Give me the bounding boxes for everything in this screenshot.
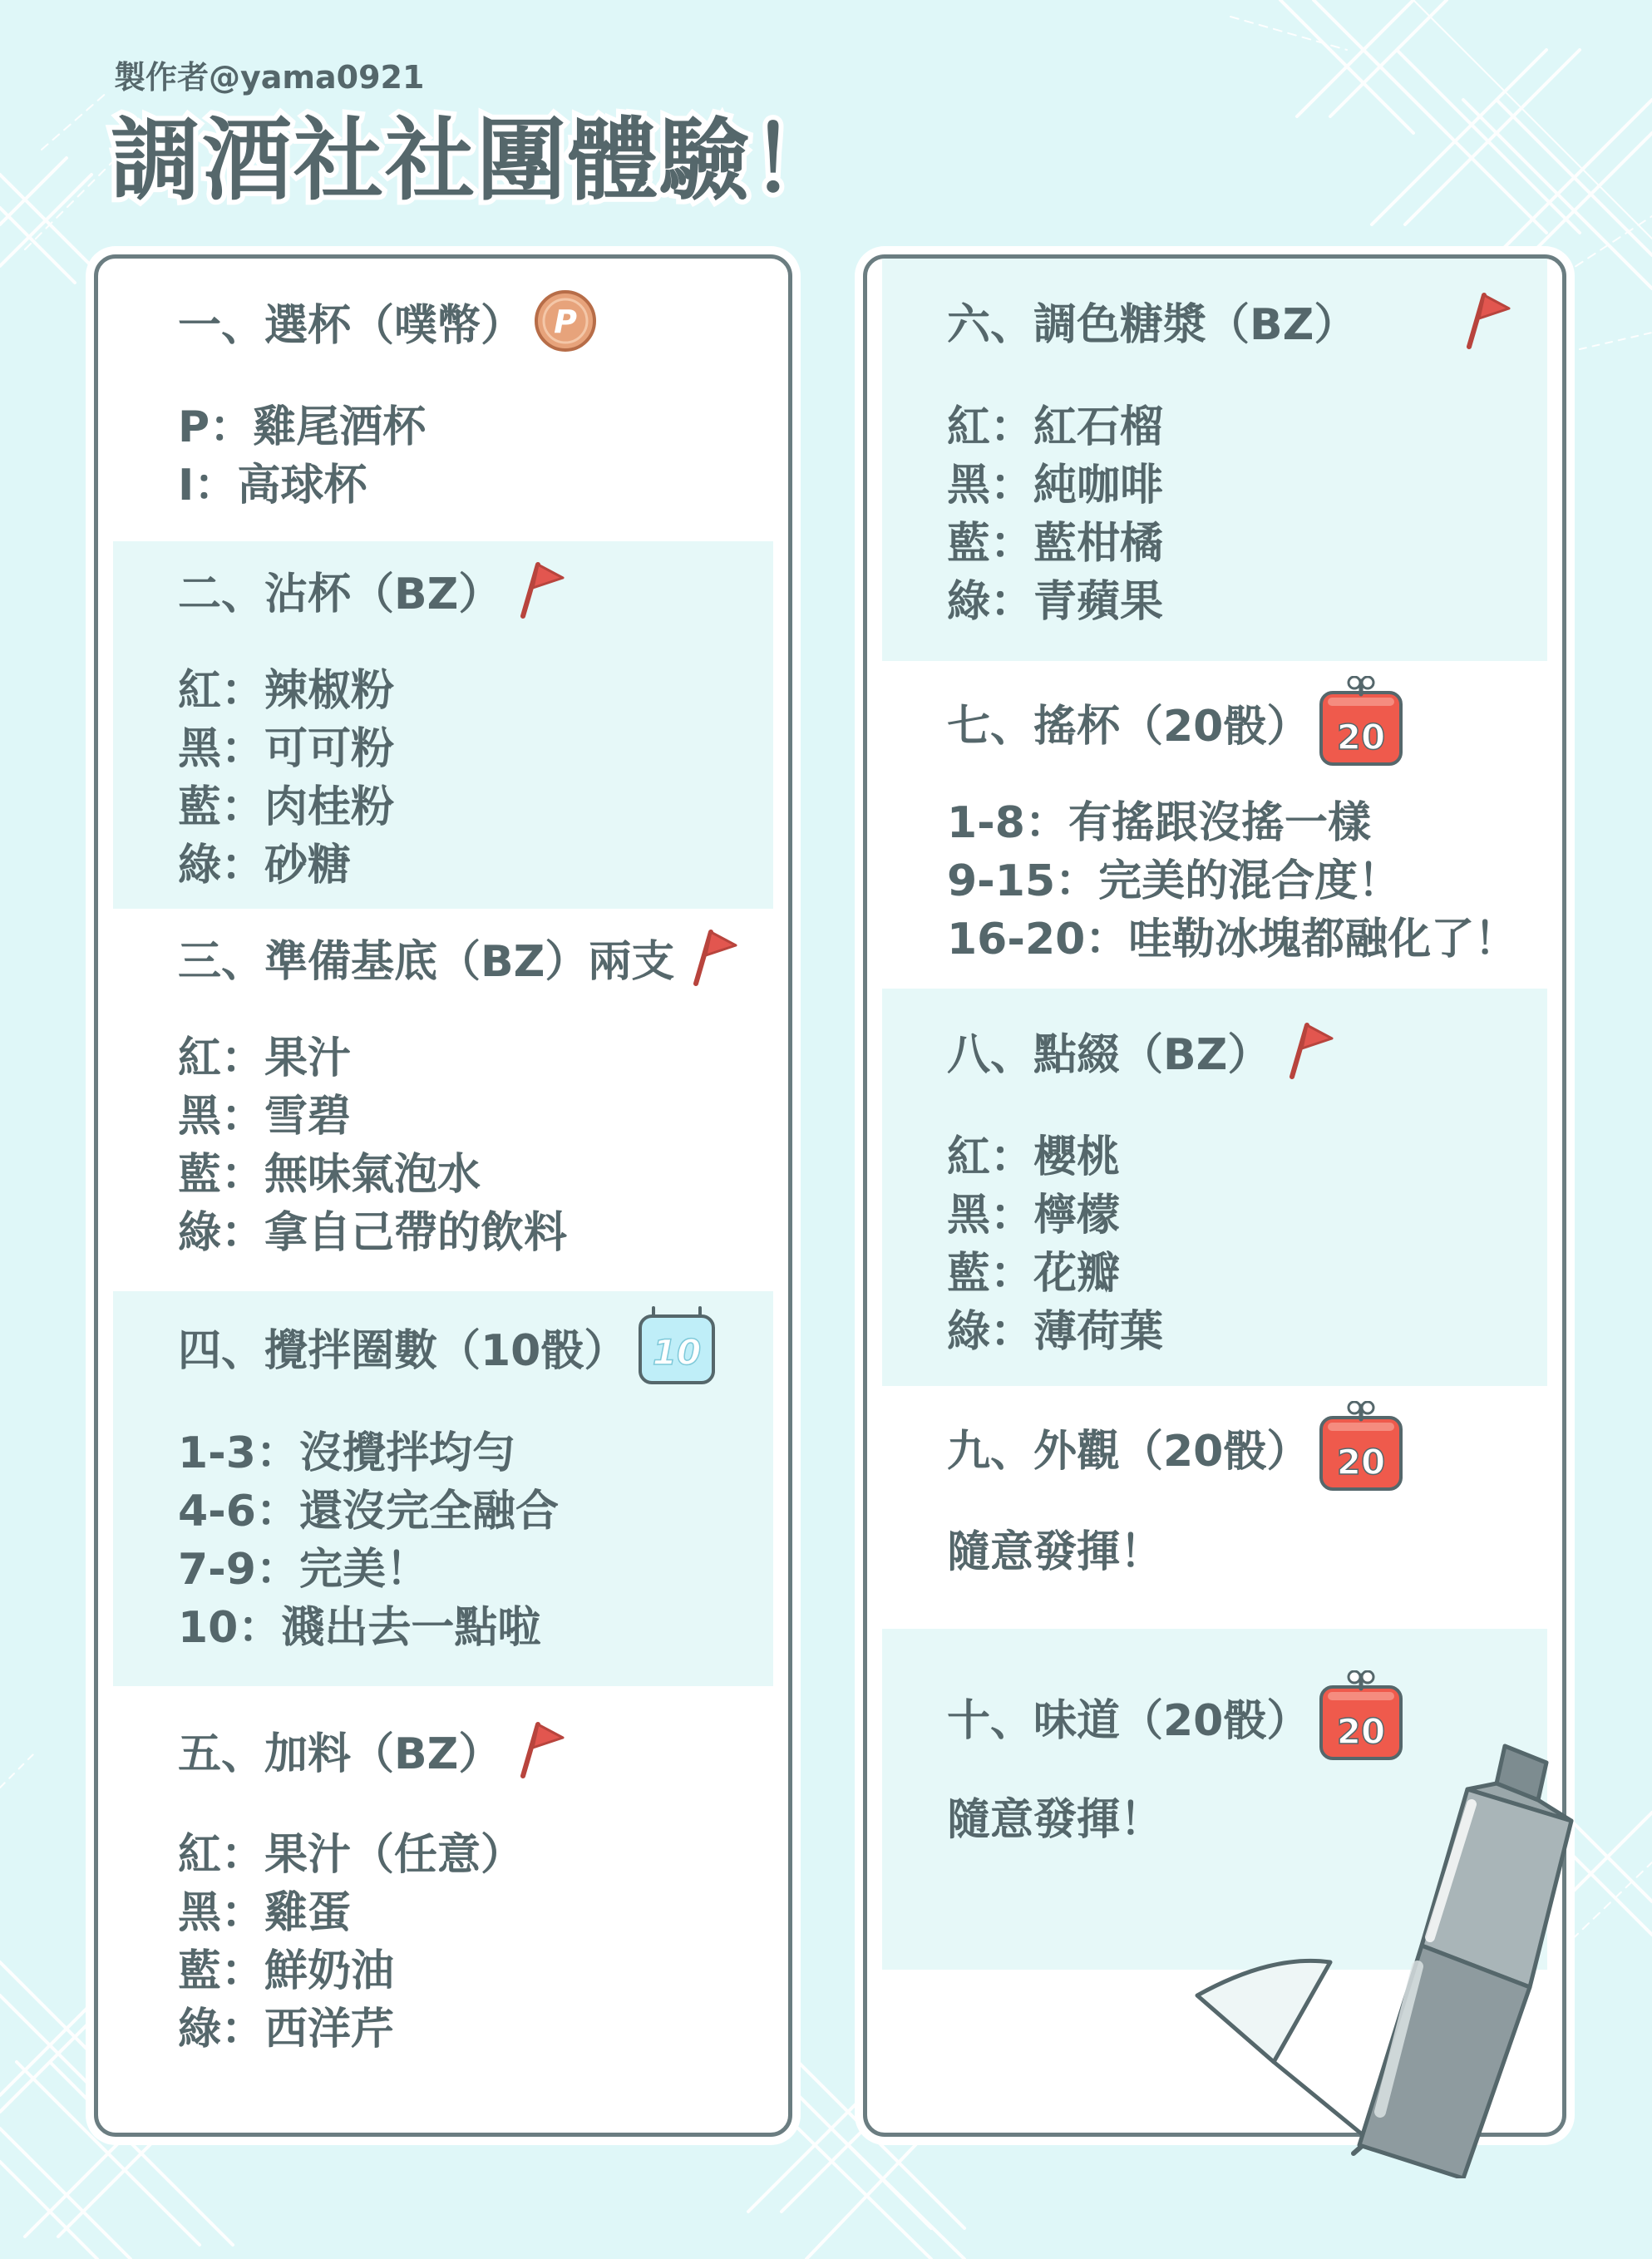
list-item: 藍：藍柑橘 — [947, 519, 1164, 569]
section-lines — [178, 1029, 567, 1262]
section-title: 八、點綴（BZ） — [947, 1029, 1271, 1080]
section-lines — [947, 1791, 1163, 1849]
section-lines — [178, 1826, 524, 2059]
section-title: 四、攪拌圈數（10骰） — [178, 1325, 628, 1376]
section-title: 六、調色糖漿（BZ） — [947, 299, 1358, 350]
section-title: 二、沾杯（BZ） — [178, 569, 502, 619]
section-title: 七、搖杯（20骰） — [947, 701, 1310, 752]
flag-icon — [1456, 287, 1514, 353]
d20-label: 20 — [1337, 717, 1386, 757]
section-title: 五、加料（BZ） — [178, 1729, 502, 1779]
list-item: 10：濺出去一點啦 — [178, 1603, 541, 1653]
section-title: 九、外觀（20骰） — [947, 1426, 1310, 1477]
list-item: 綠：薄荷葉 — [947, 1307, 1164, 1357]
list-item: 黑：檸檬 — [947, 1191, 1121, 1240]
list-item: 綠：西洋芹 — [178, 2005, 395, 2054]
author-credit: 製作者@yama0921 — [114, 59, 425, 96]
section-add-ons — [113, 1686, 773, 2133]
section-base — [113, 909, 773, 1291]
list-item: 藍：花瓣 — [947, 1249, 1121, 1299]
coin-icon — [532, 288, 599, 354]
list-item: 紅：紅石榴 — [947, 402, 1164, 452]
flag-icon — [510, 1716, 568, 1783]
list-item: 隨意發揮！ — [947, 1527, 1164, 1577]
section-title-row — [947, 676, 1404, 767]
list-item: 紅：辣椒粉 — [178, 666, 395, 716]
left-panel — [94, 254, 792, 2137]
shaker-and-glass-illustration — [1181, 1713, 1613, 2178]
section-lines — [947, 398, 1163, 631]
list-item: 1-3：沒攪拌均勻 — [178, 1428, 515, 1478]
list-item: 9-15：完美的混合度！ — [947, 856, 1402, 906]
section-syrup — [882, 259, 1547, 661]
svg-text:P: P — [554, 303, 577, 340]
d20-label: 20 — [1337, 1442, 1386, 1482]
list-item: 紅：果汁（任意） — [178, 1830, 525, 1880]
section-choose-glass — [113, 259, 773, 541]
flag-icon — [510, 556, 568, 623]
d20-icon — [1318, 676, 1404, 767]
section-lines — [178, 662, 394, 895]
section-title-row — [947, 1017, 1337, 1083]
d20-icon — [1318, 1401, 1404, 1492]
list-item: 隨意發揮！ — [947, 1795, 1164, 1845]
list-item: 4-6：還沒完全融合 — [178, 1487, 559, 1536]
d10-label: 10 — [653, 1332, 702, 1373]
section-title: 一、選杯（噗幣） — [178, 300, 525, 351]
section-lines — [178, 398, 426, 515]
section-appearance — [882, 1386, 1547, 1629]
list-item: 16-20：哇勒冰塊都融化了！ — [947, 915, 1518, 964]
list-item: 藍：肉桂粉 — [178, 782, 395, 832]
section-title-row — [178, 1305, 718, 1388]
section-title: 十、味道（20骰） — [947, 1695, 1310, 1746]
section-title-row — [178, 1716, 568, 1783]
section-title-row — [178, 924, 741, 990]
list-item: 綠：青蘋果 — [947, 577, 1164, 627]
section-shake — [882, 661, 1547, 989]
cocktail-shaker-icon — [1359, 1746, 1571, 2178]
list-item: 7-9：完美！ — [178, 1545, 429, 1595]
section-lines — [947, 1128, 1163, 1361]
section-title: 三、準備基底（BZ）兩支 — [178, 936, 675, 987]
list-item: 黑：雞蛋 — [178, 1888, 352, 1938]
d10-icon — [635, 1305, 718, 1388]
list-item: 紅：櫻桃 — [947, 1132, 1121, 1182]
flag-icon — [683, 924, 741, 990]
list-item: 綠：砂糖 — [178, 841, 352, 890]
section-title-row — [178, 556, 568, 623]
section-lines — [947, 794, 1517, 969]
page-title: 調酒社社團體驗！ — [111, 109, 843, 213]
section-rim-glass — [113, 541, 773, 909]
list-item: 藍：鮮奶油 — [178, 1946, 395, 1996]
list-item: 黑：雪碧 — [178, 1092, 352, 1142]
list-item: 藍：無味氣泡水 — [178, 1150, 481, 1200]
section-stir — [113, 1291, 773, 1686]
list-item: 黑：純咖啡 — [947, 461, 1164, 510]
section-title-row — [947, 287, 1514, 353]
section-lines — [178, 1424, 559, 1657]
section-garnish — [882, 989, 1547, 1386]
list-item: 綠：拿自己帶的飲料 — [178, 1208, 568, 1258]
list-item: 黑：可可粉 — [178, 724, 395, 774]
section-title-row — [947, 1401, 1404, 1492]
list-item: I：高球杯 — [178, 461, 367, 510]
list-item: P：雞尾酒杯 — [178, 402, 427, 452]
section-lines — [947, 1523, 1163, 1581]
list-item: 紅：果汁 — [178, 1033, 352, 1083]
flag-icon — [1279, 1017, 1337, 1083]
d20-label: 20 — [1337, 1711, 1386, 1752]
section-title-row — [178, 288, 599, 354]
list-item: 1-8：有搖跟沒搖一樣 — [947, 798, 1371, 848]
